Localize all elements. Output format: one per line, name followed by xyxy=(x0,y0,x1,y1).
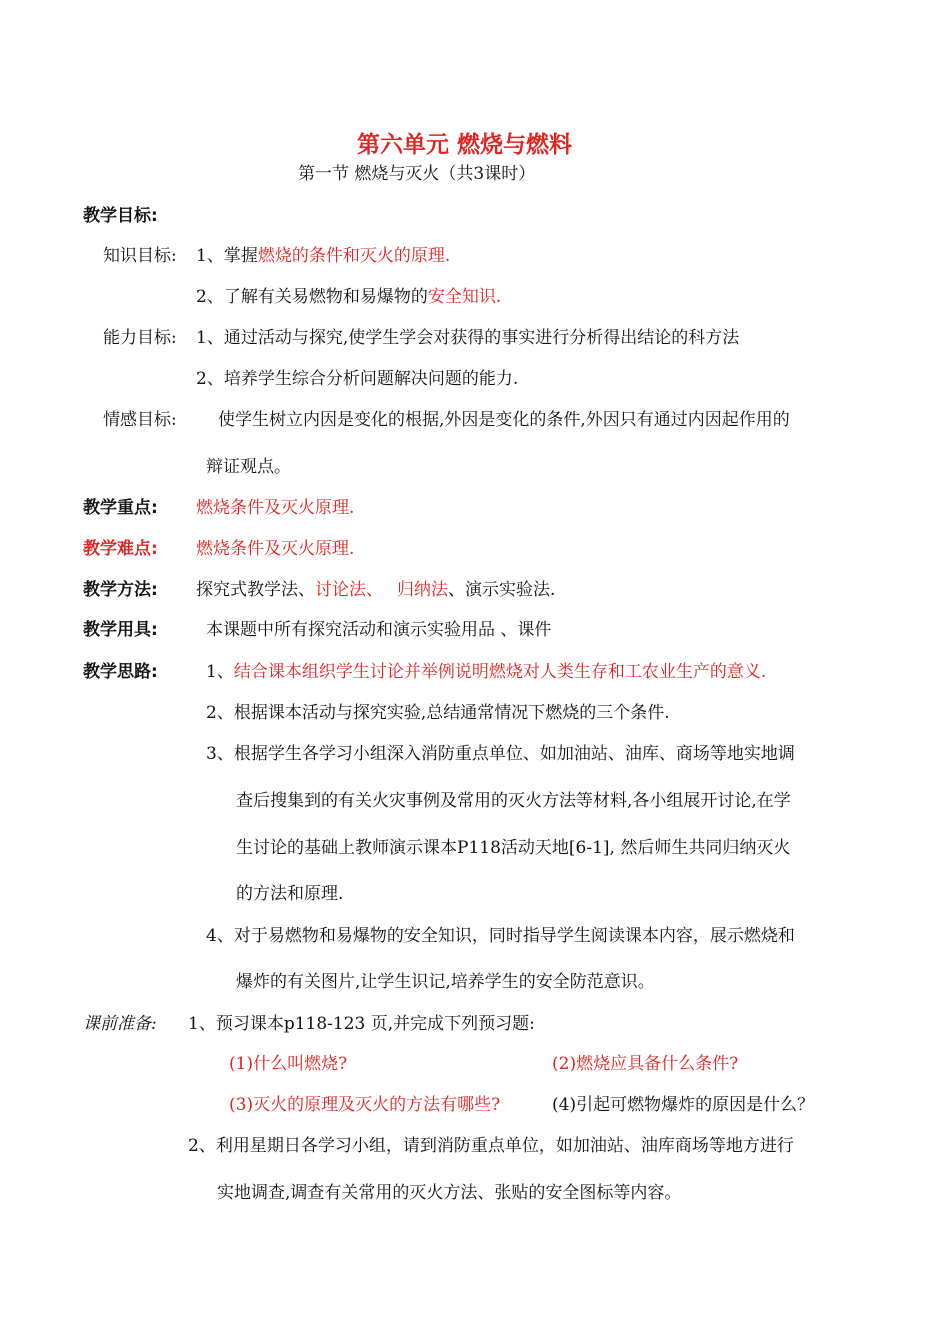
preparation-item-2-line-2: 实地调查,调查有关常用的灭火方法、张贴的安全图标等内容。 xyxy=(217,1183,682,1203)
approach-point-1 xyxy=(206,664,766,681)
knowledge-objective-2-emphasis: 安全知识. xyxy=(427,287,502,307)
approach-point-4-line-1: 4、对于易燃物和易爆物的安全知识，同时指导学生阅读课本内容，展示燃烧和 xyxy=(206,926,795,946)
knowledge-objective-label: 知识目标: xyxy=(103,246,177,266)
emotion-objective-label: 情感目标: xyxy=(103,410,177,430)
ability-objective-label: 能力目标: xyxy=(103,328,177,348)
page-title: 第六单元 燃烧与燃料 xyxy=(357,132,573,158)
approach-point-2: 2、根据课本活动与探究实验,总结通常情况下燃烧的三个条件. xyxy=(206,703,670,723)
tools-label: 教学用具: xyxy=(83,620,158,640)
knowledge-objective-1-emphasis: 燃烧的条件和灭火的原理. xyxy=(257,246,451,266)
ability-objective-1: 1、通过活动与探究,使学生学会对获得的事实进行分析得出结论的科方法 xyxy=(196,328,740,348)
method-demonstration: 、演示实验法. xyxy=(448,580,556,600)
knowledge-objective-1-prefix: 1、掌握 xyxy=(196,246,258,266)
preview-question-2: (2)燃烧应具备什么条件? xyxy=(552,1054,739,1074)
approach-point-3-line-2: 查后搜集到的有关火灾事例及常用的灭火方法等材料,各小组展开讨论,在学 xyxy=(236,791,791,811)
knowledge-objective-2 xyxy=(196,289,501,306)
approach-point-3-line-1: 3、根据学生各学习小组深入消防重点单位、如加油站、油库、商场等地实地调 xyxy=(206,744,795,764)
difficulties-value: 燃烧条件及灭火原理. xyxy=(196,539,355,559)
tools-value: 本课题中所有探究活动和演示实验用品 、课件 xyxy=(206,620,552,640)
approach-point-4-line-2: 爆炸的有关图片,让学生识记,培养学生的安全防范意识。 xyxy=(236,972,655,992)
preview-question-4: (4)引起可燃物爆炸的原因是什么？ xyxy=(552,1095,815,1115)
methods-label: 教学方法: xyxy=(83,580,158,600)
approach-label: 教学思路: xyxy=(83,662,158,682)
key-points-label: 教学重点: xyxy=(83,498,158,518)
method-discussion: 讨论法、 xyxy=(315,580,383,600)
preparation-item-2-line-1: 2、利用星期日各学习小组，请到消防重点单位，如加油站、油库商场等地方进行 xyxy=(188,1136,794,1156)
preparation-item-1: 1、预习课本p118-123 页,并完成下列预习题: xyxy=(188,1014,535,1034)
preview-question-1: (1)什么叫燃烧? xyxy=(229,1054,348,1074)
preview-question-3: (3)灭火的原理及灭火的方法有哪些? xyxy=(229,1095,501,1115)
emotion-objective-line-1: 使学生树立内因是变化的根据,外因是变化的条件,外因只有通过内因起作用的 xyxy=(218,410,790,430)
method-inquiry: 探究式教学法、 xyxy=(196,580,315,600)
knowledge-objective-1 xyxy=(196,248,450,265)
approach-point-1-text: 结合课本组织学生讨论并举例说明燃烧对人类生存和工农业生产的意义. xyxy=(233,662,767,682)
section-subtitle: 第一节 燃烧与灭火（共3课时） xyxy=(298,164,536,184)
approach-point-3-line-3: 生讨论的基础上教师演示课本P118活动天地[6-1], 然后师生共同归纳灭火 xyxy=(236,838,791,858)
difficulties-label: 教学难点: xyxy=(83,539,158,559)
knowledge-objective-2-prefix: 2、了解有关易燃物和易爆物的 xyxy=(196,287,428,307)
methods-value xyxy=(196,582,555,599)
ability-objective-2: 2、培养学生综合分析问题解决问题的能力. xyxy=(196,369,519,389)
key-points-value: 燃烧条件及灭火原理. xyxy=(196,498,355,518)
approach-point-3-line-4: 的方法和原理. xyxy=(236,884,344,904)
method-induction: 归纳法 xyxy=(397,580,448,600)
preparation-label: 课前准备: xyxy=(83,1014,157,1034)
approach-point-1-number: 1、 xyxy=(206,662,234,682)
objectives-heading: 教学目标: xyxy=(83,206,158,226)
emotion-objective-line-2: 辩证观点。 xyxy=(206,457,291,477)
